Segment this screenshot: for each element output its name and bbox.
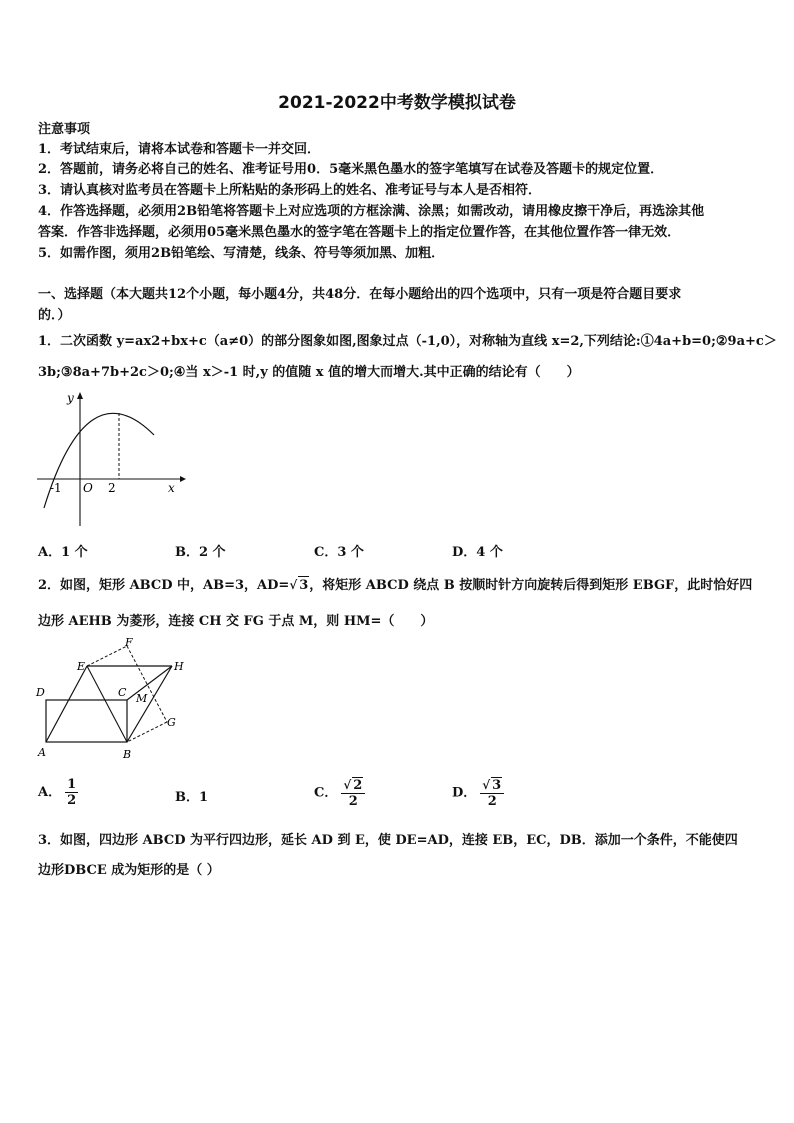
segment-CH	[127, 666, 172, 700]
origin-label: O	[83, 481, 93, 495]
notice-item: 5．如需作图，须用2B铅笔绘、写清楚，线条、符号等须加黑、加粗．	[38, 246, 445, 261]
question-2-text: 2．如图，矩形 ABCD 中，AB=3，AD=√ 3，将矩形 ABCD 绕点 B 按顺时针方向旋转后得到矩形 EBGF，此时恰好四	[38, 578, 753, 593]
q1-option-b[interactable]: B．2 个	[175, 545, 226, 560]
label-A: A	[38, 746, 46, 759]
x-axis-arrow	[180, 476, 186, 482]
label-E: E	[77, 660, 86, 673]
label-M: M	[136, 692, 148, 705]
q2-option-a[interactable]: A． $\frac{1}{2}$	[38, 777, 77, 808]
y-axis-label: y	[67, 391, 74, 405]
q2-option-b[interactable]: B．1	[175, 790, 209, 805]
rectangle-ABCD	[46, 700, 127, 742]
question-3-text: 3．如图，四边形 ABCD 为平行四边形，延长 AD 到 E，使 DE=AD，连接 EB，EC，DB．添加一个条件，不能使四	[38, 833, 738, 848]
notice-item: 4．作答选择题，必须用2B铅笔将答题卡上对应选项的方框涂满、涂黑；如需改动，请用橡皮擦干净后，再选涂其他	[38, 204, 705, 219]
tick-2: 2	[108, 481, 116, 495]
question-1-text-cont: 3b;③8a+7b+2c＞0;④当 x＞-1 时,y 的值随 x 值的增大而增大.其中正确的结论有（ ）	[38, 365, 580, 380]
notice-item: 2．答题前，请务必将自己的姓名、准考证号用0．5毫米黑色墨水的签字笔填写在试卷及答题卡的规定位置．	[38, 162, 664, 177]
rectangle-rotation-figure	[32, 634, 192, 764]
segment-AE	[46, 666, 87, 742]
q1-option-d[interactable]: D．4 个	[452, 545, 503, 560]
label-F: F	[125, 636, 133, 649]
label-D: D	[36, 686, 45, 699]
q2-option-d[interactable]: D． $\frac{√ 3}{2}$	[452, 777, 504, 809]
section-heading: 一、选择题（本大题共12个小题，每小题4分，共48分．在每小题给出的四个选项中，只有一项是符合题目要求	[38, 287, 682, 302]
y-axis-arrow	[77, 392, 83, 399]
q1-option-c[interactable]: C．3 个	[314, 545, 364, 560]
page-title: 2021-2022中考数学模拟试卷	[278, 93, 516, 113]
tick-neg1: -1	[50, 481, 62, 495]
question-1-text: 1．二次函数 y=ax2+bx+c（a≠0）的部分图象如图,图象过点（-1,0），对称轴为直线 x=2,下列结论:①4a+b=0;②9a+c＞	[38, 334, 777, 349]
parabola-graph	[32, 388, 192, 528]
label-H: H	[174, 660, 184, 673]
notice-heading: 注意事项	[38, 122, 91, 137]
notice-item: 3．请认真核对监考员在答题卡上所粘贴的条形码上的姓名、准考证号与本人是否相符．	[38, 183, 542, 198]
label-G: G	[167, 716, 176, 729]
question-2-text-cont: 边形 AEHB 为菱形，连接 CH 交 FG 于点 M，则 HM=（ ）	[38, 614, 434, 629]
q2-option-c[interactable]: C． $\frac{√ 2}{2}$	[314, 777, 365, 809]
segment-EB	[87, 666, 127, 742]
notice-item: 答案．作答非选择题，必须用05毫米黑色墨水的签字笔在答题卡上的指定位置作答，在其他位置作答一律无效．	[38, 225, 681, 240]
x-axis-label: x	[168, 481, 175, 495]
label-C: C	[118, 686, 127, 699]
section-heading-cont: 的．）	[38, 308, 71, 323]
segment-HB	[127, 666, 172, 742]
q1-option-a[interactable]: A．1 个	[38, 545, 88, 560]
label-B: B	[123, 748, 132, 761]
question-3-text-cont: 边形DBCE 成为矩形的是（ ）	[38, 863, 220, 878]
segment-EF	[87, 646, 127, 666]
notice-item: 1．考试结束后，请将本试卷和答题卡一并交回．	[38, 142, 321, 157]
